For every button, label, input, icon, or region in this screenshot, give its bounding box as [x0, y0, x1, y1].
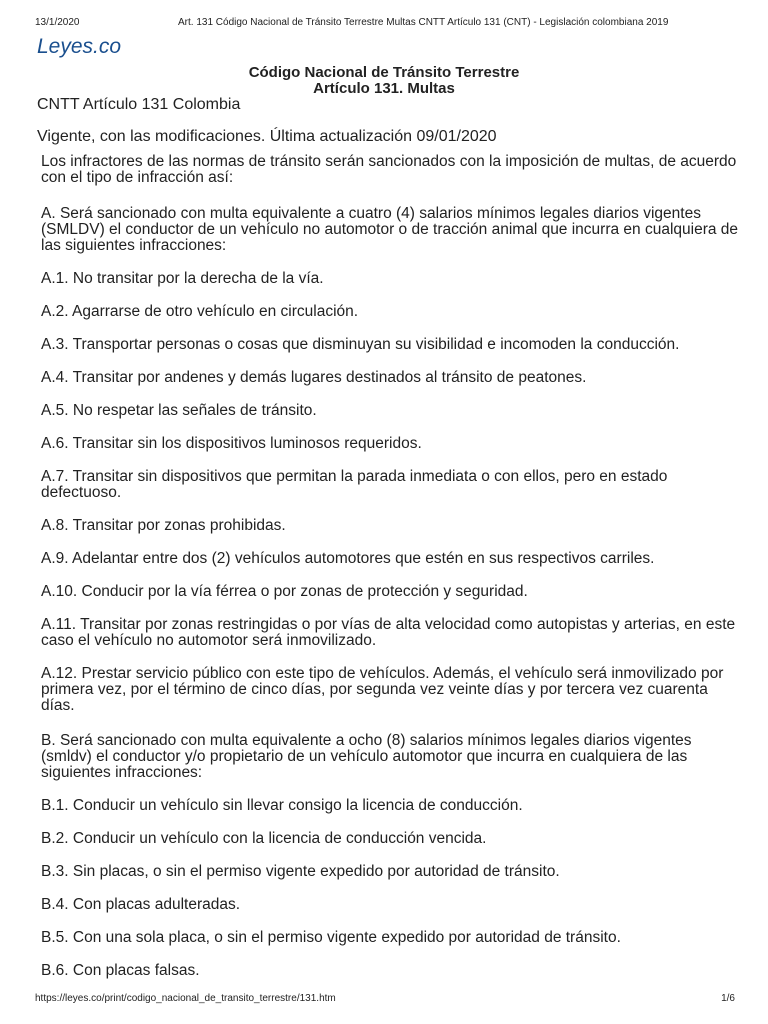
article-paragraph: B.2. Conducir un vehículo con la licencia de conducción vencida. — [41, 830, 487, 847]
article-paragraph: B.6. Con placas falsas. — [41, 962, 200, 979]
article-paragraph: B. Será sancionado con multa equivalente a ocho (8) salarios mínimos legales diarios vigentes (smldv) el conductor y/o propietario de un vehículo automotor que incurra en cualquiera de las siguientes infracciones: — [41, 732, 692, 781]
site-logo[interactable]: Leyes.co — [37, 35, 122, 58]
document-subtitle: CNTT Artículo 131 Colombia — [37, 96, 241, 113]
article-paragraph: A.8. Transitar por zonas prohibidas. — [41, 517, 286, 534]
print-header — [0, 17, 768, 31]
article-paragraph: A.5. No respetar las señales de tránsito. — [41, 402, 317, 419]
article-paragraph: A.6. Transitar sin los dispositivos luminosos requeridos. — [41, 435, 422, 452]
document-title: Código Nacional de Tránsito Terrestre — [248, 64, 520, 81]
article-paragraph: A.9. Adelantar entre dos (2) vehículos automotores que estén en sus respectivos carriles. — [41, 550, 655, 567]
print-date: 13/1/2020 — [35, 17, 80, 28]
print-page-title: Art. 131 Código Nacional de Tránsito Terrestre Multas CNTT Artículo 131 (CNT) - Legislación colombiana 2019 — [178, 17, 669, 28]
article-paragraph: A.3. Transportar personas o cosas que disminuyan su visibilidad e incomoden la conducción. — [41, 336, 680, 353]
article-paragraph: A.10. Conducir por la vía férrea o por zonas de protección y seguridad. — [41, 583, 528, 600]
page-number: 1/6 — [721, 993, 735, 1004]
article-paragraph: A.12. Prestar servicio público con este tipo de vehículos. Además, el vehículo será inmovilizado por primera vez, por el término de cinco días, por segunda vez veinte días y por tercera vez cuarenta días. — [41, 665, 724, 714]
article-paragraph: A. Será sancionado con multa equivalente a cuatro (4) salarios mínimos legales diarios vigentes (SMLDV) el conductor de un vehículo no automotor o de tracción animal que incurra en cualquiera de las siguientes infracciones: — [41, 205, 739, 254]
article-paragraph: A.11. Transitar por zonas restringidas o por vías de alta velocidad como autopistas y arterias, en este caso el vehículo no automotor será inmovilizado. — [41, 616, 736, 649]
article-paragraph: Los infractores de las normas de tránsito serán sancionados con la imposición de multas, de acuerdo con el tipo de infracción así: — [41, 153, 737, 186]
article-paragraph: B.4. Con placas adulteradas. — [41, 896, 241, 913]
article-title: Artículo 131. Multas — [313, 80, 455, 97]
article-paragraph: A.4. Transitar por andenes y demás lugares destinados al tránsito de peatones. — [41, 369, 587, 386]
article-paragraph: A.1. No transitar por la derecha de la vía. — [41, 270, 324, 287]
article-paragraph: B.3. Sin placas, o sin el permiso vigente expedido por autoridad de tránsito. — [41, 863, 560, 880]
article-paragraph: B.1. Conducir un vehículo sin llevar consigo la licencia de conducción. — [41, 797, 523, 814]
document-status: Vigente, con las modificaciones. Última actualización 09/01/2020 — [37, 128, 497, 145]
article-paragraph: A.2. Agarrarse de otro vehículo en circulación. — [41, 303, 359, 320]
article-paragraph: B.5. Con una sola placa, o sin el permiso vigente expedido por autoridad de tránsito. — [41, 929, 621, 946]
article-paragraph: A.7. Transitar sin dispositivos que permitan la parada inmediata o con ellos, pero en estado defectuoso. — [41, 468, 668, 501]
print-url: https://leyes.co/print/codigo_nacional_de_transito_terrestre/131.htm — [35, 993, 336, 1004]
